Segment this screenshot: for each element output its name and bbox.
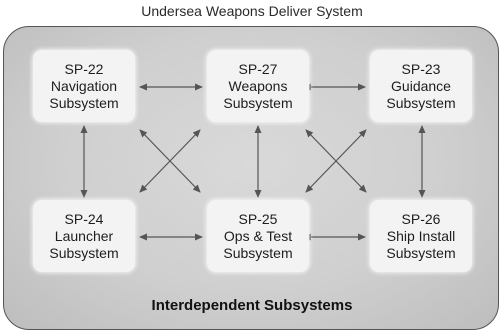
node-line2: Subsystem bbox=[223, 94, 293, 111]
node-line1: Launcher bbox=[54, 227, 114, 244]
node-line2: Subsystem bbox=[49, 244, 119, 261]
node-code: SP-26 bbox=[401, 210, 441, 227]
node-code: SP-27 bbox=[238, 60, 278, 77]
node-code: SP-22 bbox=[64, 60, 104, 77]
node-line2: Subsystem bbox=[386, 244, 456, 261]
panel-caption: Interdependent Subsystems bbox=[151, 297, 353, 314]
node-sp27-weapons bbox=[207, 50, 309, 122]
diagram-title: Undersea Weapons Deliver System bbox=[141, 3, 363, 19]
node-line2: Subsystem bbox=[49, 94, 119, 111]
node-line1: Guidance bbox=[391, 77, 451, 94]
node-line2: Subsystem bbox=[386, 94, 456, 111]
node-line1: Navigation bbox=[50, 77, 118, 94]
node-code: SP-25 bbox=[238, 210, 278, 227]
node-sp22-navigation bbox=[33, 50, 135, 122]
node-line2: Subsystem bbox=[223, 244, 293, 261]
node-line1: Weapons bbox=[228, 77, 288, 94]
node-sp25-ops-test bbox=[207, 200, 309, 272]
node-sp24-launcher bbox=[33, 200, 135, 272]
node-line1: Ship Install bbox=[386, 227, 456, 244]
node-code: SP-23 bbox=[401, 60, 441, 77]
node-sp26-ship-install bbox=[370, 200, 472, 272]
node-code: SP-24 bbox=[64, 210, 104, 227]
node-sp23-guidance bbox=[370, 50, 472, 122]
node-line1: Ops & Test bbox=[223, 227, 293, 244]
